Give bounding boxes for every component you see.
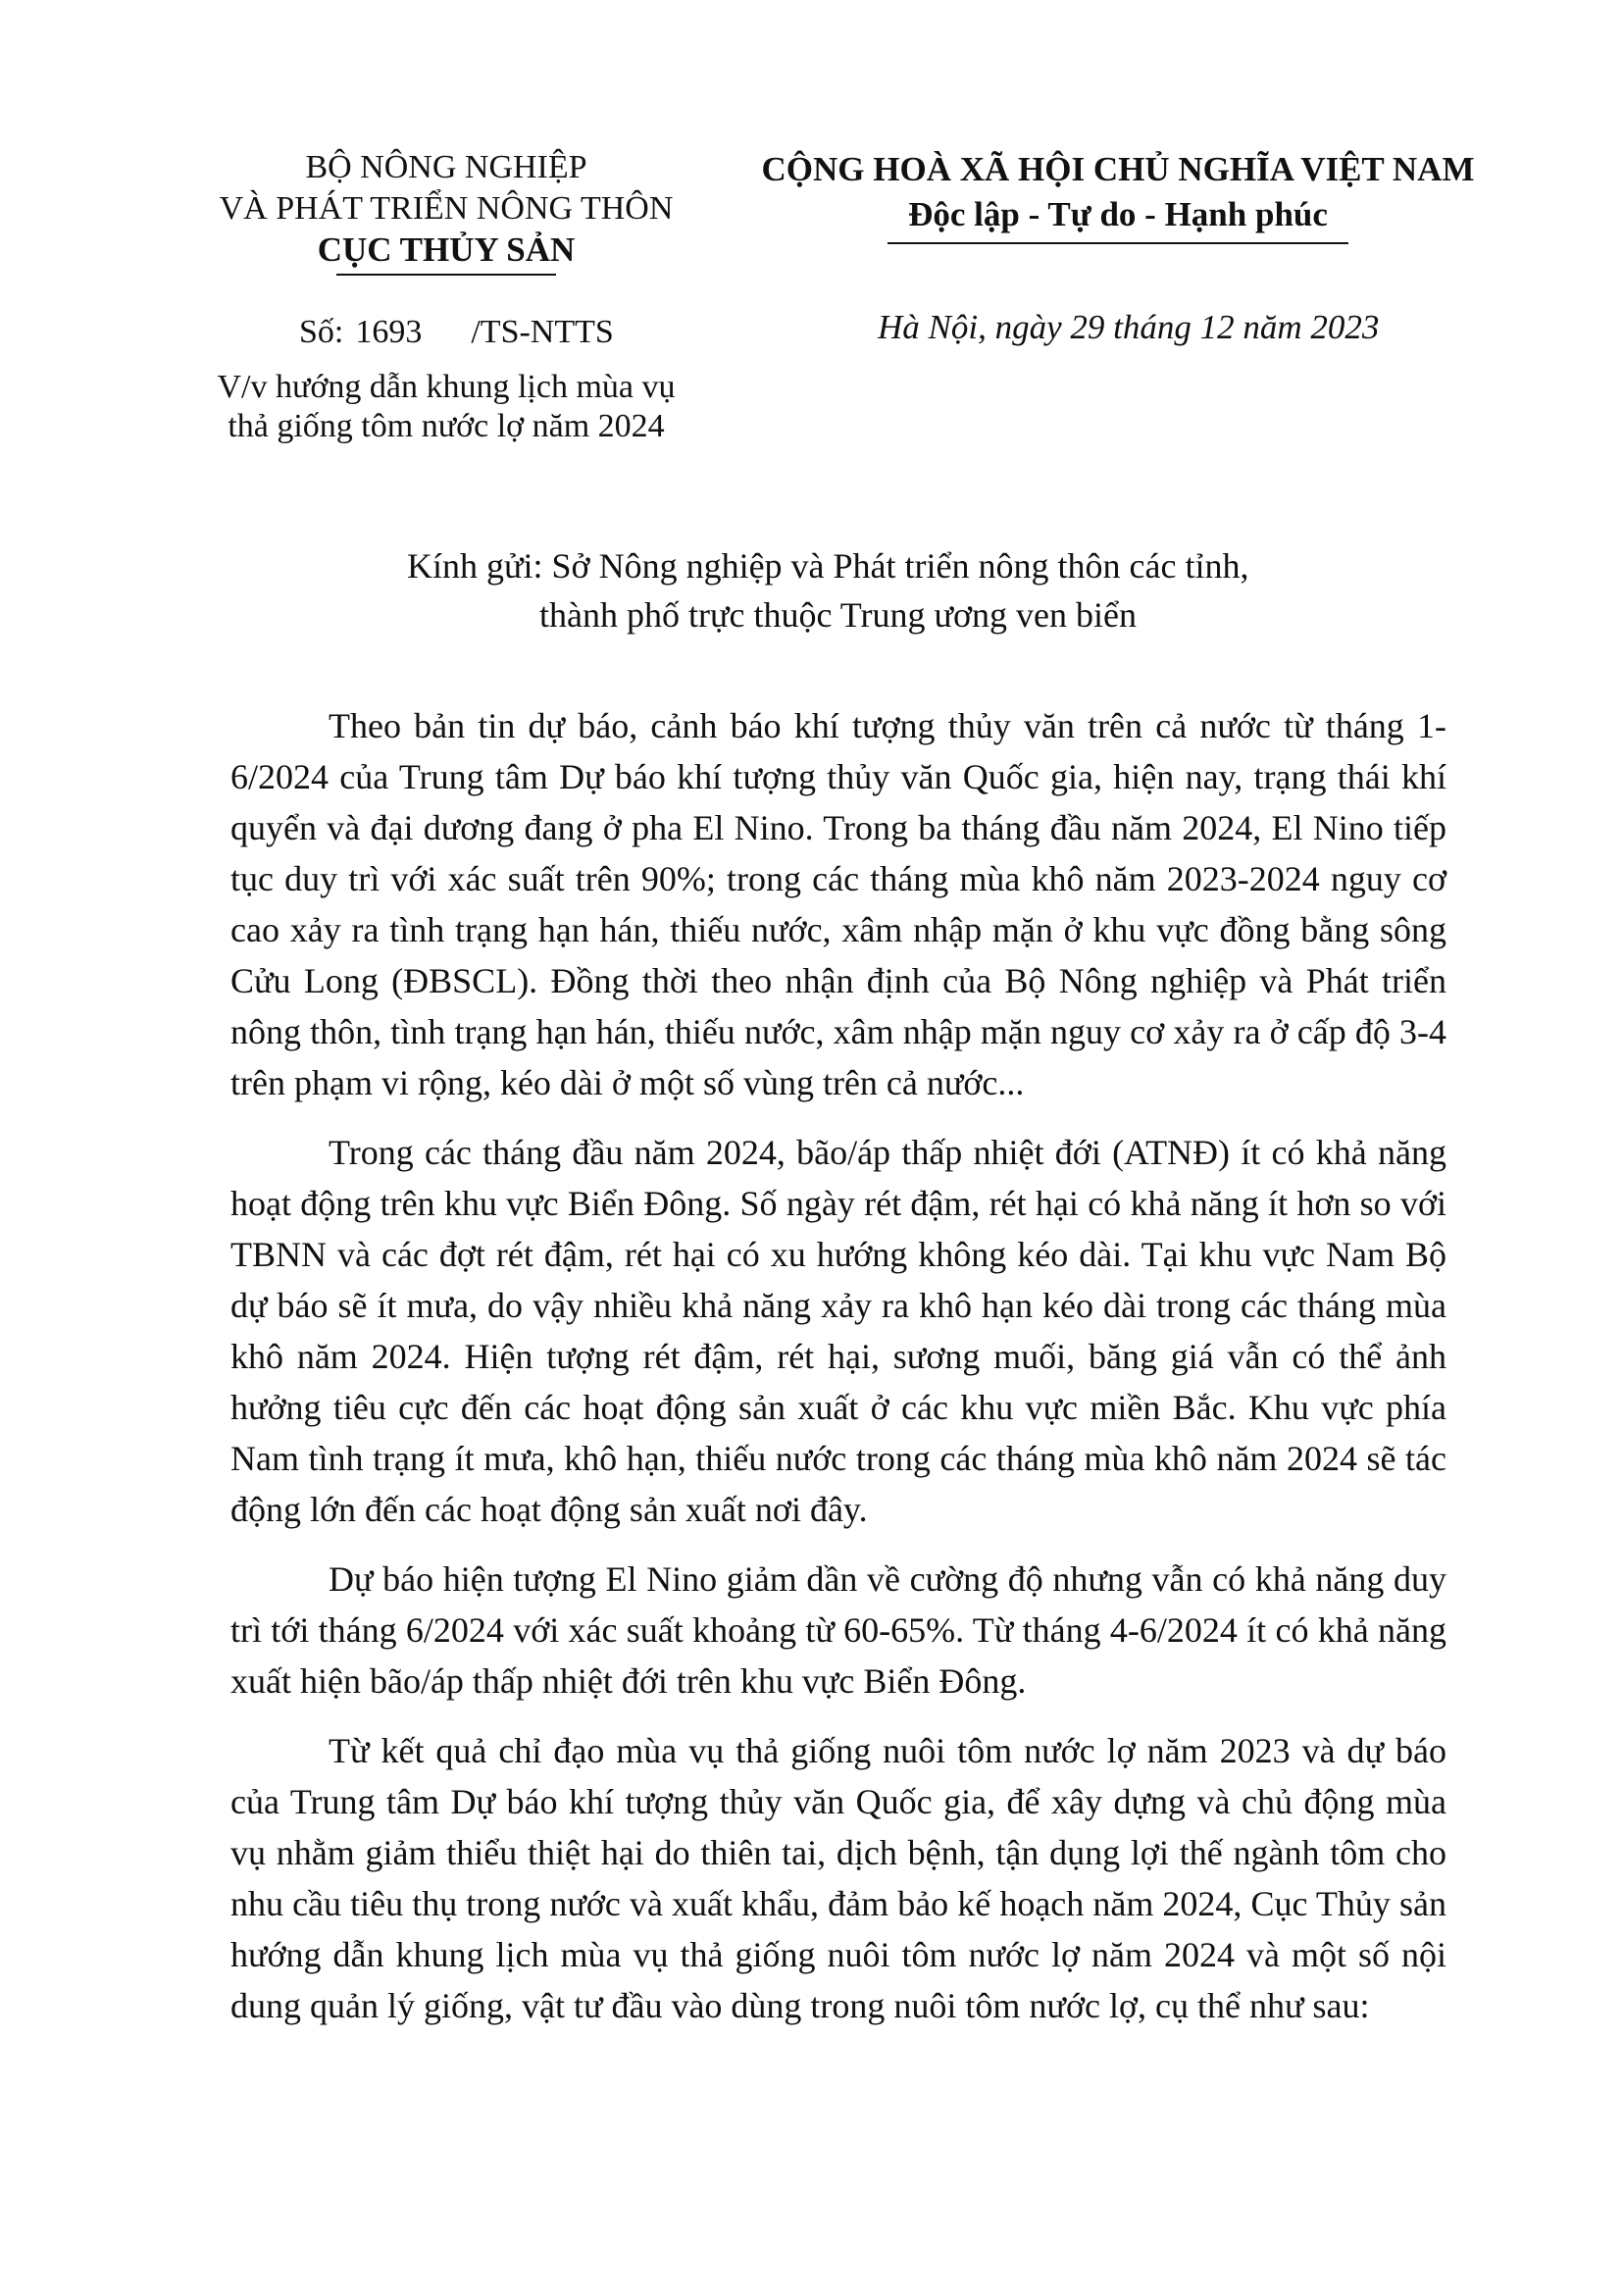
- national-motto: Độc lập - Tự do - Hạnh phúc: [908, 195, 1328, 233]
- issuing-agency-block: [147, 147, 745, 276]
- document-subject: [147, 368, 745, 446]
- agency-department: CỤC THỦY SẢN: [317, 230, 576, 269]
- national-title: CỘNG HOÀ XÃ HỘI CHỦ NGHĨA VIỆT NAM: [761, 150, 1475, 188]
- document-number-value: 1693: [355, 314, 423, 350]
- body-paragraph: Từ kết quả chỉ đạo mùa vụ thả giống nuôi tôm nước lợ năm 2023 và dự báo của Trung tâm Dự báo khí tượng thủy văn Quốc gia, để xây dựng và chủ động mùa vụ nhằm giảm thiểu thiệt hại do thiên tai, dịch bệnh, tận dụng lợi thế ngành tôm cho nhu cầu tiêu thụ trong nước và xuất khẩu, đảm bảo kế hoạch năm 2024, Cục Thủy sản hướng dẫn khung lịch mùa vụ thả giống nuôi tôm nước lợ năm 2024 và một số nội dung quản lý giống, vật tư đầu vào dùng trong nuôi tôm nước lợ, cụ thể như sau:: [230, 1731, 1446, 2025]
- agency-underline: [336, 274, 556, 276]
- body-paragraph: Dự báo hiện tượng El Nino giảm dần về cường độ nhưng vẫn có khả năng duy trì tới tháng 6/2024 với xác suất khoảng từ 60-65%. Từ tháng 4-6/2024 ít có khả năng xuất hiện bão/áp thấp nhiệt đới trên khu vực Biển Đông.: [230, 1559, 1446, 1701]
- document-number-suffix: /TS-NTTS: [471, 314, 614, 350]
- body-paragraph: Theo bản tin dự báo, cảnh báo khí tượng thủy văn trên cả nước từ tháng 1-6/2024 của Trung tâm Dự báo khí tượng thủy văn Quốc gia, hiện nay, trạng thái khí quyển và đại dương đang ở pha El Nino. Trong ba tháng đầu năm 2024, El Nino tiếp tục duy trì với xác suất trên 90%; trong các tháng mùa khô năm 2023-2024 nguy cơ cao xảy ra tình trạng hạn hán, thiếu nước, xâm nhập mặn ở khu vực đồng bằng sông Cửu Long (ĐBSCL). Đồng thời theo nhận định của Bộ Nông nghiệp và Phát triển nông thôn, tình trạng hạn hán, thiếu nước, xâm nhập mặn nguy cơ xảy ra ở cấp độ 3-4 trên phạm vi rộng, kéo dài ở một số vùng trên cả nước...: [230, 706, 1446, 1102]
- document-body: [230, 700, 1446, 2050]
- national-header-block: [740, 147, 1496, 244]
- recipient-line2: thành phố trực thuộc Trung ương ven biển: [539, 595, 1138, 635]
- subject-line1: V/v hướng dẫn khung lịch mùa vụ: [217, 369, 676, 405]
- body-paragraph: Trong các tháng đầu năm 2024, bão/áp thấp nhiệt đới (ATNĐ) ít có khả năng hoạt động trên khu vực Biển Đông. Số ngày rét đậm, rét hại có khả năng ít hơn so với TBNN và các đợt rét đậm, rét hại có xu hướng không kéo dài. Tại khu vực Nam Bộ dự báo sẽ ít mưa, do vậy nhiều khả năng xảy ra khô hạn kéo dài trong các tháng mùa khô năm 2024. Hiện tượng rét đậm, rét hại, sương muối, băng giá vẫn có thể ảnh hưởng tiêu cực đến các hoạt động sản xuất ở các khu vực miền Bắc. Khu vực phía Nam tình trạng ít mưa, khô hạn, thiếu nước trong các tháng mùa khô năm 2024 sẽ tác động lớn đến các hoạt động sản xuất nơi đây.: [230, 1133, 1446, 1529]
- agency-ministry-line1: BỘ NÔNG NGHIỆP: [305, 149, 587, 185]
- recipient-block: [407, 541, 1248, 639]
- motto-underline: [888, 242, 1348, 244]
- recipient-line1: Kính gửi: Sở Nông nghiệp và Phát triển nông thôn các tỉnh,: [407, 546, 1249, 586]
- document-number: [299, 312, 614, 353]
- document-number-label: Số:: [299, 314, 344, 350]
- document-date: Hà Nội, ngày 29 tháng 12 năm 2023: [878, 308, 1380, 346]
- agency-ministry-line2: VÀ PHÁT TRIỂN NÔNG THÔN: [219, 190, 674, 227]
- subject-line2: thả giống tôm nước lợ năm 2024: [228, 408, 665, 444]
